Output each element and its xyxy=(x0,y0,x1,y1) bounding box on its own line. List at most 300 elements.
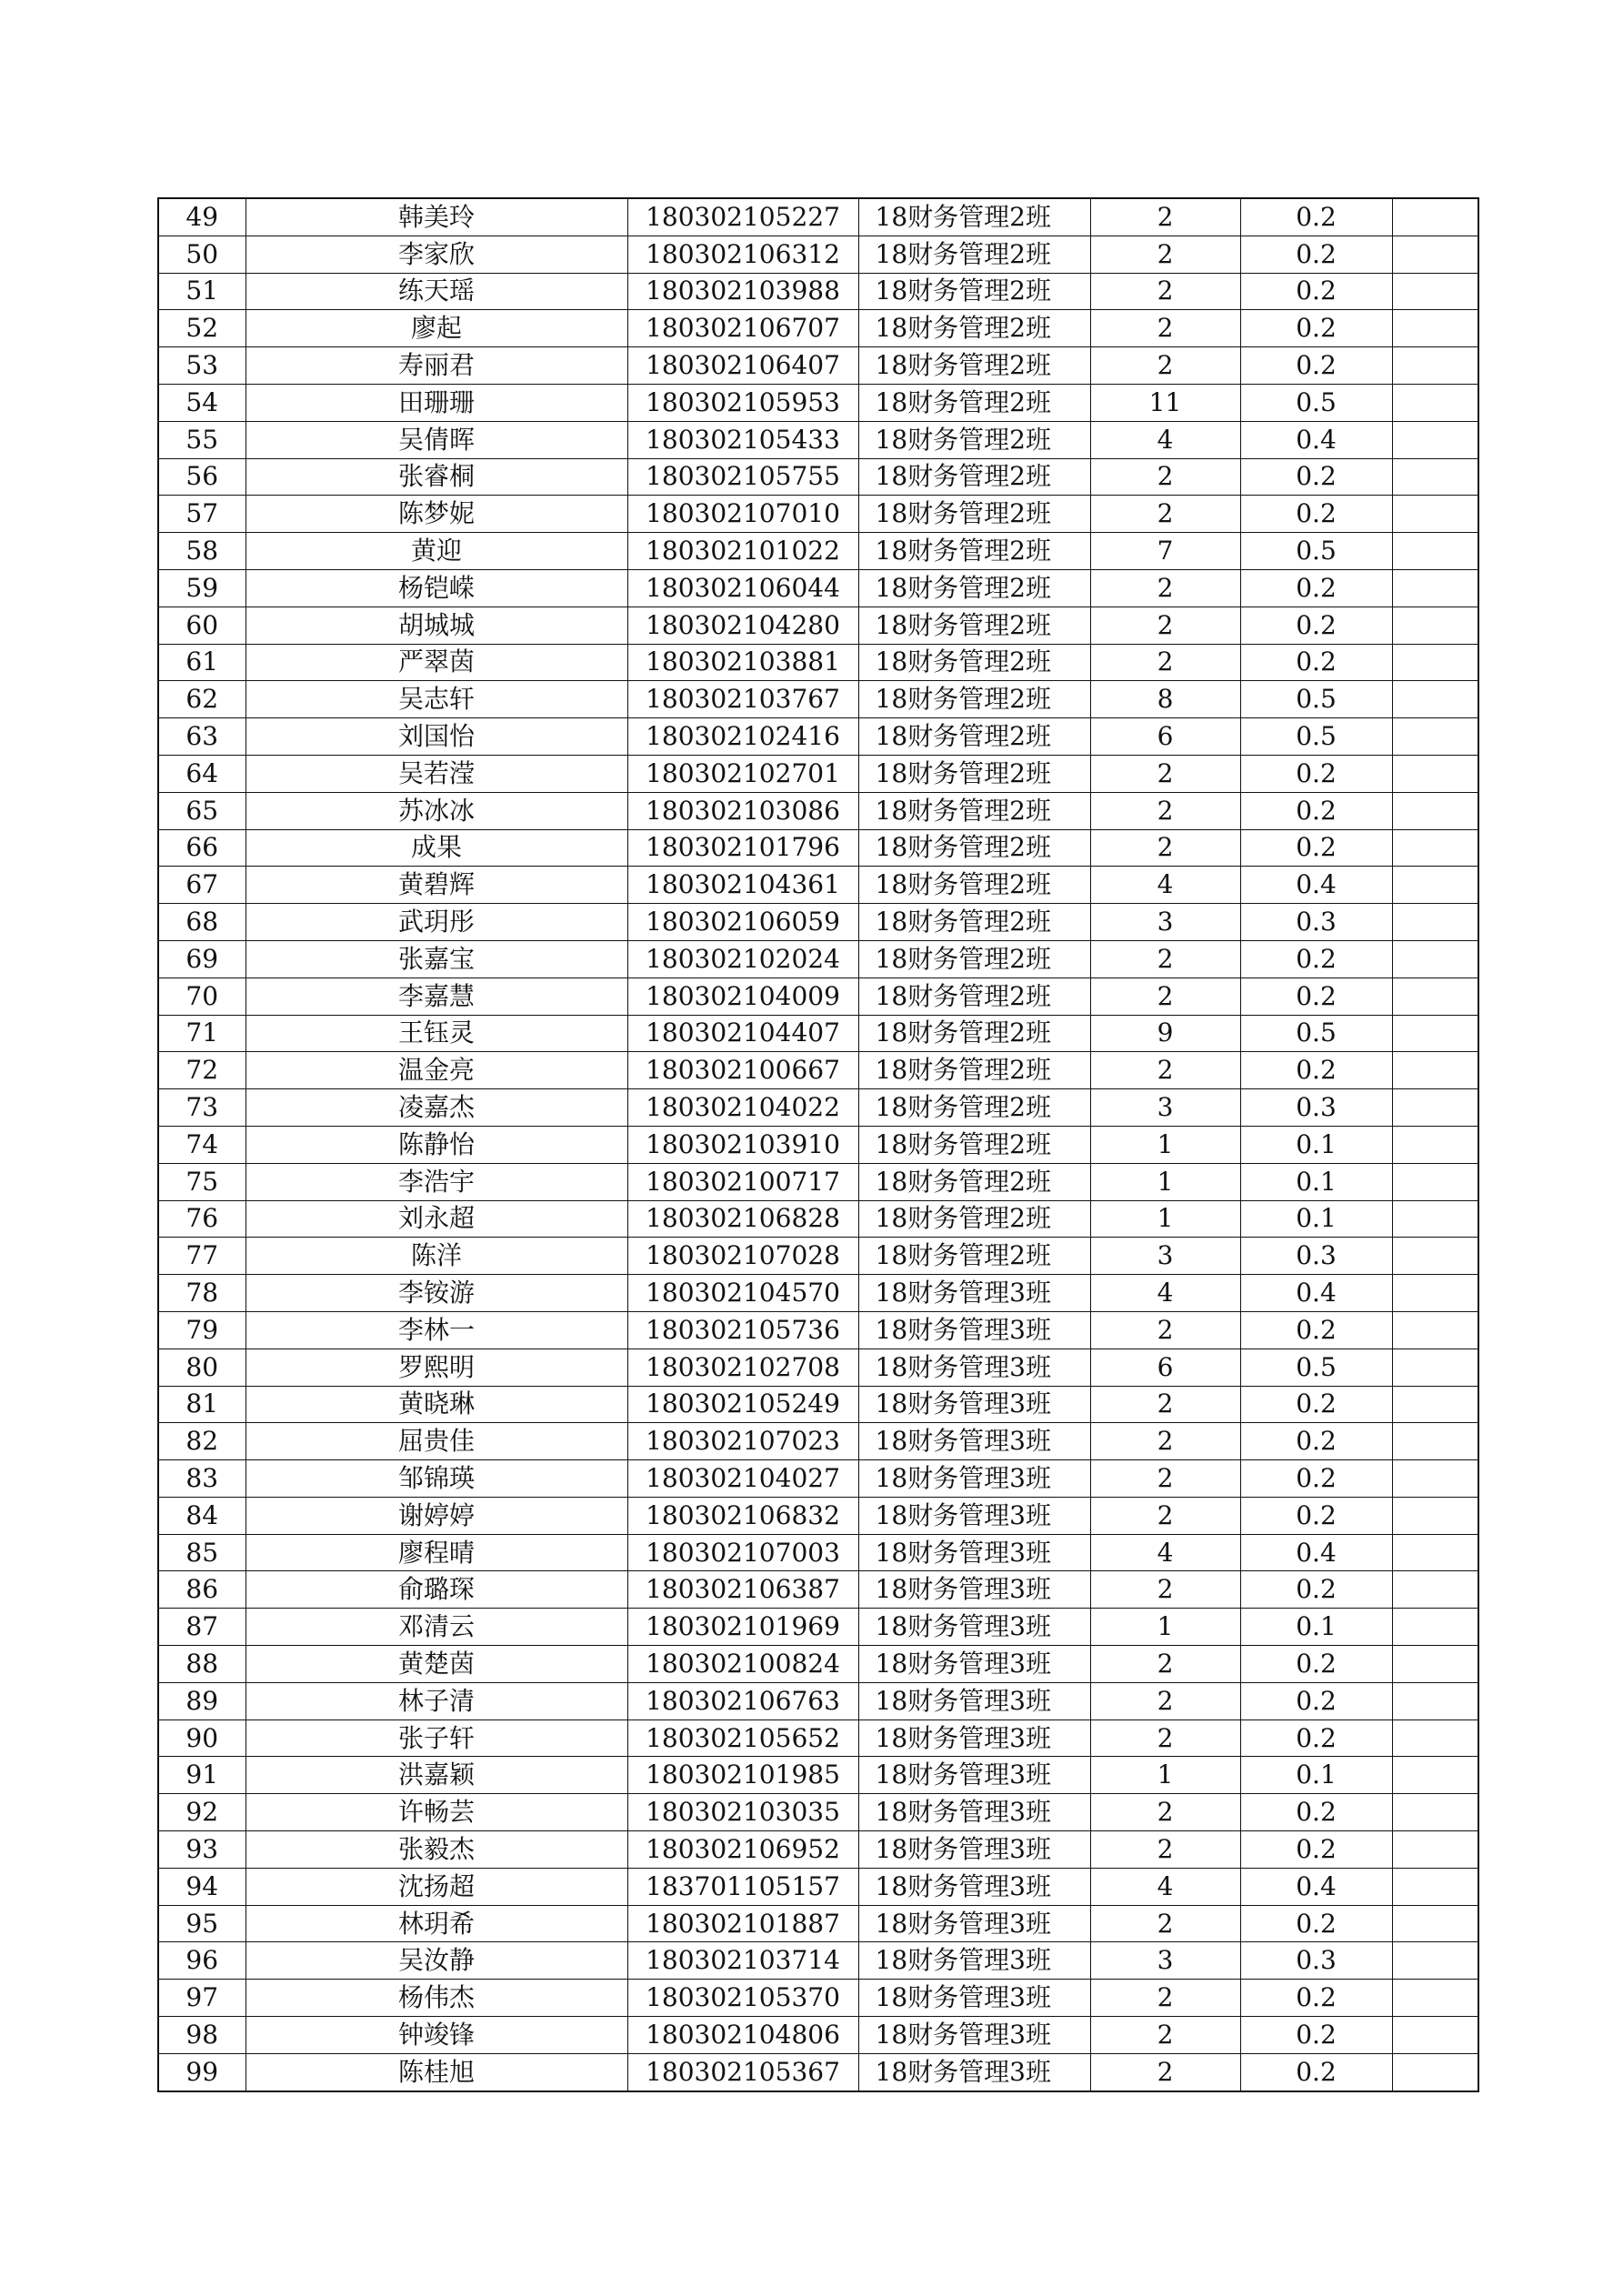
score-cell: 0.2 xyxy=(1240,198,1392,236)
student-id-cell: 180302101022 xyxy=(627,533,858,570)
seq-cell: 51 xyxy=(158,273,245,310)
class-cell: 18财务管理2班 xyxy=(858,607,1090,644)
student-id-cell: 180302103910 xyxy=(627,1126,858,1163)
name-cell: 胡城城 xyxy=(245,607,627,644)
score-cell: 0.2 xyxy=(1240,1980,1392,2017)
remark-cell xyxy=(1392,681,1478,718)
table-row xyxy=(158,496,1478,533)
class-cell: 18财务管理3班 xyxy=(858,1386,1090,1423)
score-cell: 0.4 xyxy=(1240,1275,1392,1312)
remark-cell xyxy=(1392,1311,1478,1349)
score-cell: 0.3 xyxy=(1240,904,1392,941)
name-cell: 张毅杰 xyxy=(245,1831,627,1869)
student-id-cell: 180302104806 xyxy=(627,2017,858,2054)
table-row xyxy=(158,792,1478,829)
student-id-cell: 180302106763 xyxy=(627,1682,858,1719)
count-cell: 2 xyxy=(1090,273,1240,310)
table-row xyxy=(158,421,1478,458)
seq-cell: 94 xyxy=(158,1868,245,1905)
score-cell: 0.2 xyxy=(1240,2053,1392,2090)
student-id-cell: 180302105370 xyxy=(627,1980,858,2017)
score-cell: 0.2 xyxy=(1240,978,1392,1015)
name-cell: 韩美玲 xyxy=(245,198,627,236)
score-cell: 0.1 xyxy=(1240,1163,1392,1200)
remark-cell xyxy=(1392,867,1478,904)
student-id-cell: 180302105953 xyxy=(627,384,858,421)
student-id-cell: 180302104570 xyxy=(627,1275,858,1312)
remark-cell xyxy=(1392,1757,1478,1794)
name-cell: 林玥希 xyxy=(245,1905,627,1942)
table-row xyxy=(158,1386,1478,1423)
remark-cell xyxy=(1392,1349,1478,1386)
count-cell: 2 xyxy=(1090,198,1240,236)
name-cell: 黄晓琳 xyxy=(245,1386,627,1423)
score-cell: 0.1 xyxy=(1240,1200,1392,1238)
class-cell: 18财务管理3班 xyxy=(858,1942,1090,1980)
score-cell: 0.2 xyxy=(1240,644,1392,681)
class-cell: 18财务管理2班 xyxy=(858,904,1090,941)
student-id-cell: 180302107010 xyxy=(627,496,858,533)
score-cell: 0.4 xyxy=(1240,421,1392,458)
count-cell: 2 xyxy=(1090,1646,1240,1683)
name-cell: 严翠茵 xyxy=(245,644,627,681)
table-row xyxy=(158,1423,1478,1460)
remark-cell xyxy=(1392,1609,1478,1646)
name-cell: 成果 xyxy=(245,829,627,867)
table-row xyxy=(158,1126,1478,1163)
name-cell: 陈梦妮 xyxy=(245,496,627,533)
table-row xyxy=(158,1571,1478,1609)
seq-cell: 86 xyxy=(158,1571,245,1609)
score-cell: 0.2 xyxy=(1240,236,1392,273)
table-row xyxy=(158,1609,1478,1646)
student-id-cell: 183701105157 xyxy=(627,1868,858,1905)
class-cell: 18财务管理2班 xyxy=(858,347,1090,385)
remark-cell xyxy=(1392,1275,1478,1312)
table-row xyxy=(158,1311,1478,1349)
seq-cell: 59 xyxy=(158,569,245,607)
student-id-cell: 180302103988 xyxy=(627,273,858,310)
seq-cell: 96 xyxy=(158,1942,245,1980)
class-cell: 18财务管理2班 xyxy=(858,1238,1090,1275)
seq-cell: 73 xyxy=(158,1089,245,1127)
remark-cell xyxy=(1392,347,1478,385)
student-id-cell: 180302102708 xyxy=(627,1349,858,1386)
remark-cell xyxy=(1392,273,1478,310)
seq-cell: 82 xyxy=(158,1423,245,1460)
name-cell: 黄迎 xyxy=(245,533,627,570)
count-cell: 2 xyxy=(1090,1052,1240,1089)
count-cell: 2 xyxy=(1090,1571,1240,1609)
seq-cell: 54 xyxy=(158,384,245,421)
class-cell: 18财务管理3班 xyxy=(858,1868,1090,1905)
count-cell: 2 xyxy=(1090,310,1240,347)
seq-cell: 58 xyxy=(158,533,245,570)
class-cell: 18财务管理2班 xyxy=(858,681,1090,718)
name-cell: 黄碧辉 xyxy=(245,867,627,904)
name-cell: 廖程晴 xyxy=(245,1534,627,1571)
count-cell: 2 xyxy=(1090,1794,1240,1831)
score-cell: 0.2 xyxy=(1240,607,1392,644)
seq-cell: 76 xyxy=(158,1200,245,1238)
seq-cell: 64 xyxy=(158,755,245,792)
count-cell: 2 xyxy=(1090,607,1240,644)
student-id-cell: 180302103714 xyxy=(627,1942,858,1980)
table-row xyxy=(158,904,1478,941)
count-cell: 2 xyxy=(1090,1497,1240,1534)
score-cell: 0.5 xyxy=(1240,718,1392,756)
score-cell: 0.2 xyxy=(1240,458,1392,496)
name-cell: 李铵游 xyxy=(245,1275,627,1312)
table-row xyxy=(158,384,1478,421)
seq-cell: 52 xyxy=(158,310,245,347)
name-cell: 李林一 xyxy=(245,1311,627,1349)
count-cell: 4 xyxy=(1090,867,1240,904)
score-cell: 0.1 xyxy=(1240,1757,1392,1794)
table-row xyxy=(158,1238,1478,1275)
count-cell: 1 xyxy=(1090,1757,1240,1794)
score-cell: 0.2 xyxy=(1240,1497,1392,1534)
class-cell: 18财务管理3班 xyxy=(858,1609,1090,1646)
count-cell: 2 xyxy=(1090,792,1240,829)
remark-cell xyxy=(1392,236,1478,273)
remark-cell xyxy=(1392,1719,1478,1757)
student-id-cell: 180302103881 xyxy=(627,644,858,681)
seq-cell: 63 xyxy=(158,718,245,756)
remark-cell xyxy=(1392,940,1478,978)
name-cell: 吴志轩 xyxy=(245,681,627,718)
remark-cell xyxy=(1392,1460,1478,1498)
class-cell: 18财务管理3班 xyxy=(858,1757,1090,1794)
remark-cell xyxy=(1392,1200,1478,1238)
seq-cell: 78 xyxy=(158,1275,245,1312)
seq-cell: 66 xyxy=(158,829,245,867)
name-cell: 许畅芸 xyxy=(245,1794,627,1831)
seq-cell: 91 xyxy=(158,1757,245,1794)
remark-cell xyxy=(1392,1163,1478,1200)
seq-cell: 75 xyxy=(158,1163,245,1200)
remark-cell xyxy=(1392,1534,1478,1571)
seq-cell: 68 xyxy=(158,904,245,941)
seq-cell: 69 xyxy=(158,940,245,978)
table-row xyxy=(158,1831,1478,1869)
remark-cell xyxy=(1392,1423,1478,1460)
seq-cell: 88 xyxy=(158,1646,245,1683)
table-row xyxy=(158,1646,1478,1683)
count-cell: 2 xyxy=(1090,347,1240,385)
seq-cell: 70 xyxy=(158,978,245,1015)
name-cell: 俞璐琛 xyxy=(245,1571,627,1609)
class-cell: 18财务管理2班 xyxy=(858,792,1090,829)
class-cell: 18财务管理3班 xyxy=(858,1905,1090,1942)
score-cell: 0.2 xyxy=(1240,310,1392,347)
seq-cell: 97 xyxy=(158,1980,245,2017)
student-id-cell: 180302100667 xyxy=(627,1052,858,1089)
count-cell: 6 xyxy=(1090,718,1240,756)
count-cell: 2 xyxy=(1090,1423,1240,1460)
name-cell: 吴汝静 xyxy=(245,1942,627,1980)
seq-cell: 50 xyxy=(158,236,245,273)
table-row xyxy=(158,310,1478,347)
seq-cell: 99 xyxy=(158,2053,245,2090)
class-cell: 18财务管理2班 xyxy=(858,718,1090,756)
student-id-cell: 180302106059 xyxy=(627,904,858,941)
name-cell: 李嘉慧 xyxy=(245,978,627,1015)
remark-cell xyxy=(1392,718,1478,756)
name-cell: 温金亮 xyxy=(245,1052,627,1089)
remark-cell xyxy=(1392,1015,1478,1052)
class-cell: 18财务管理3班 xyxy=(858,1682,1090,1719)
score-cell: 0.1 xyxy=(1240,1609,1392,1646)
table-row xyxy=(158,236,1478,273)
seq-cell: 67 xyxy=(158,867,245,904)
remark-cell xyxy=(1392,1980,1478,2017)
class-cell: 18财务管理2班 xyxy=(858,384,1090,421)
name-cell: 武玥彤 xyxy=(245,904,627,941)
table-row xyxy=(158,1349,1478,1386)
table-row xyxy=(158,829,1478,867)
seq-cell: 49 xyxy=(158,198,245,236)
seq-cell: 92 xyxy=(158,1794,245,1831)
student-id-cell: 180302106044 xyxy=(627,569,858,607)
name-cell: 张嘉宝 xyxy=(245,940,627,978)
student-id-cell: 180302106707 xyxy=(627,310,858,347)
student-id-cell: 180302106387 xyxy=(627,1571,858,1609)
student-id-cell: 180302106312 xyxy=(627,236,858,273)
score-cell: 0.3 xyxy=(1240,1942,1392,1980)
count-cell: 3 xyxy=(1090,904,1240,941)
name-cell: 杨铠嵘 xyxy=(245,569,627,607)
name-cell: 苏冰冰 xyxy=(245,792,627,829)
seq-cell: 89 xyxy=(158,1682,245,1719)
class-cell: 18财务管理2班 xyxy=(858,978,1090,1015)
class-cell: 18财务管理2班 xyxy=(858,1015,1090,1052)
table-row xyxy=(158,1460,1478,1498)
table-row xyxy=(158,978,1478,1015)
class-cell: 18财务管理3班 xyxy=(858,1497,1090,1534)
seq-cell: 53 xyxy=(158,347,245,385)
class-cell: 18财务管理3班 xyxy=(858,2053,1090,2090)
class-cell: 18财务管理3班 xyxy=(858,1311,1090,1349)
count-cell: 2 xyxy=(1090,1719,1240,1757)
count-cell: 2 xyxy=(1090,2053,1240,2090)
table-row xyxy=(158,1757,1478,1794)
table-row xyxy=(158,569,1478,607)
name-cell: 李家欣 xyxy=(245,236,627,273)
table-row xyxy=(158,718,1478,756)
score-cell: 0.2 xyxy=(1240,1386,1392,1423)
class-cell: 18财务管理2班 xyxy=(858,421,1090,458)
seq-cell: 87 xyxy=(158,1609,245,1646)
table-row xyxy=(158,1089,1478,1127)
student-id-cell: 180302105652 xyxy=(627,1719,858,1757)
count-cell: 1 xyxy=(1090,1126,1240,1163)
count-cell: 3 xyxy=(1090,1238,1240,1275)
table-row xyxy=(158,2053,1478,2090)
class-cell: 18财务管理2班 xyxy=(858,273,1090,310)
table-row xyxy=(158,1497,1478,1534)
score-cell: 0.2 xyxy=(1240,1423,1392,1460)
remark-cell xyxy=(1392,569,1478,607)
name-cell: 邓清云 xyxy=(245,1609,627,1646)
student-id-cell: 180302107023 xyxy=(627,1423,858,1460)
class-cell: 18财务管理2班 xyxy=(858,310,1090,347)
name-cell: 邹锦瑛 xyxy=(245,1460,627,1498)
score-cell: 0.2 xyxy=(1240,569,1392,607)
class-cell: 18财务管理2班 xyxy=(858,198,1090,236)
count-cell: 2 xyxy=(1090,458,1240,496)
student-id-cell: 180302103035 xyxy=(627,1794,858,1831)
count-cell: 2 xyxy=(1090,644,1240,681)
table-row xyxy=(158,1200,1478,1238)
table-row xyxy=(158,867,1478,904)
seq-cell: 60 xyxy=(158,607,245,644)
remark-cell xyxy=(1392,421,1478,458)
student-id-cell: 180302103767 xyxy=(627,681,858,718)
table-row xyxy=(158,1719,1478,1757)
count-cell: 4 xyxy=(1090,1868,1240,1905)
student-id-cell: 180302104361 xyxy=(627,867,858,904)
remark-cell xyxy=(1392,755,1478,792)
table-row xyxy=(158,1905,1478,1942)
table-row xyxy=(158,1942,1478,1980)
score-cell: 0.2 xyxy=(1240,755,1392,792)
name-cell: 谢婷婷 xyxy=(245,1497,627,1534)
table-row xyxy=(158,1275,1478,1312)
count-cell: 2 xyxy=(1090,569,1240,607)
score-cell: 0.2 xyxy=(1240,273,1392,310)
class-cell: 18财务管理2班 xyxy=(858,1200,1090,1238)
count-cell: 1 xyxy=(1090,1200,1240,1238)
count-cell: 1 xyxy=(1090,1609,1240,1646)
seq-cell: 95 xyxy=(158,1905,245,1942)
score-cell: 0.2 xyxy=(1240,1682,1392,1719)
seq-cell: 77 xyxy=(158,1238,245,1275)
class-cell: 18财务管理2班 xyxy=(858,1089,1090,1127)
score-cell: 0.2 xyxy=(1240,2017,1392,2054)
class-cell: 18财务管理2班 xyxy=(858,1163,1090,1200)
remark-cell xyxy=(1392,792,1478,829)
score-cell: 0.1 xyxy=(1240,1126,1392,1163)
remark-cell xyxy=(1392,1905,1478,1942)
name-cell: 林子清 xyxy=(245,1682,627,1719)
name-cell: 罗熙明 xyxy=(245,1349,627,1386)
class-cell: 18财务管理2班 xyxy=(858,236,1090,273)
score-cell: 0.2 xyxy=(1240,1311,1392,1349)
class-cell: 18财务管理2班 xyxy=(858,458,1090,496)
remark-cell xyxy=(1392,2017,1478,2054)
count-cell: 2 xyxy=(1090,1905,1240,1942)
seq-cell: 90 xyxy=(158,1719,245,1757)
student-id-cell: 180302100717 xyxy=(627,1163,858,1200)
score-cell: 0.2 xyxy=(1240,1646,1392,1683)
remark-cell xyxy=(1392,1646,1478,1683)
remark-cell xyxy=(1392,458,1478,496)
name-cell: 黄楚茵 xyxy=(245,1646,627,1683)
count-cell: 2 xyxy=(1090,496,1240,533)
class-cell: 18财务管理2班 xyxy=(858,829,1090,867)
count-cell: 2 xyxy=(1090,236,1240,273)
count-cell: 4 xyxy=(1090,1534,1240,1571)
table-row xyxy=(158,1163,1478,1200)
remark-cell xyxy=(1392,310,1478,347)
table-row xyxy=(158,1015,1478,1052)
remark-cell xyxy=(1392,644,1478,681)
student-id-cell: 180302104280 xyxy=(627,607,858,644)
student-id-cell: 180302106828 xyxy=(627,1200,858,1238)
score-cell: 0.2 xyxy=(1240,792,1392,829)
class-cell: 18财务管理3班 xyxy=(858,1980,1090,2017)
name-cell: 杨伟杰 xyxy=(245,1980,627,2017)
name-cell: 凌嘉杰 xyxy=(245,1089,627,1127)
seq-cell: 65 xyxy=(158,792,245,829)
student-id-cell: 180302102701 xyxy=(627,755,858,792)
seq-cell: 83 xyxy=(158,1460,245,1498)
table-row xyxy=(158,2017,1478,2054)
name-cell: 吴若滢 xyxy=(245,755,627,792)
student-id-cell: 180302104009 xyxy=(627,978,858,1015)
seq-cell: 62 xyxy=(158,681,245,718)
score-cell: 0.5 xyxy=(1240,681,1392,718)
seq-cell: 56 xyxy=(158,458,245,496)
count-cell: 2 xyxy=(1090,829,1240,867)
score-cell: 0.2 xyxy=(1240,1571,1392,1609)
name-cell: 王钰灵 xyxy=(245,1015,627,1052)
class-cell: 18财务管理3班 xyxy=(858,1646,1090,1683)
student-id-cell: 180302101887 xyxy=(627,1905,858,1942)
remark-cell xyxy=(1392,1571,1478,1609)
remark-cell xyxy=(1392,1682,1478,1719)
score-cell: 0.3 xyxy=(1240,1238,1392,1275)
remark-cell xyxy=(1392,978,1478,1015)
score-cell: 0.4 xyxy=(1240,1534,1392,1571)
seq-cell: 80 xyxy=(158,1349,245,1386)
remark-cell xyxy=(1392,1497,1478,1534)
count-cell: 2 xyxy=(1090,978,1240,1015)
class-cell: 18财务管理2班 xyxy=(858,1126,1090,1163)
table-row xyxy=(158,198,1478,236)
score-cell: 0.4 xyxy=(1240,867,1392,904)
table-row xyxy=(158,755,1478,792)
name-cell: 张子轩 xyxy=(245,1719,627,1757)
seq-cell: 57 xyxy=(158,496,245,533)
student-id-cell: 180302103086 xyxy=(627,792,858,829)
count-cell: 2 xyxy=(1090,1980,1240,2017)
remark-cell xyxy=(1392,1868,1478,1905)
remark-cell xyxy=(1392,1052,1478,1089)
count-cell: 2 xyxy=(1090,2017,1240,2054)
class-cell: 18财务管理2班 xyxy=(858,755,1090,792)
class-cell: 18财务管理3班 xyxy=(858,1831,1090,1869)
roster-body xyxy=(158,198,1478,2091)
remark-cell xyxy=(1392,1089,1478,1127)
student-id-cell: 180302104022 xyxy=(627,1089,858,1127)
seq-cell: 98 xyxy=(158,2017,245,2054)
class-cell: 18财务管理3班 xyxy=(858,1460,1090,1498)
count-cell: 2 xyxy=(1090,1386,1240,1423)
class-cell: 18财务管理3班 xyxy=(858,1794,1090,1831)
count-cell: 4 xyxy=(1090,1275,1240,1312)
name-cell: 屈贵佳 xyxy=(245,1423,627,1460)
class-cell: 18财务管理3班 xyxy=(858,1571,1090,1609)
class-cell: 18财务管理3班 xyxy=(858,1423,1090,1460)
name-cell: 廖起 xyxy=(245,310,627,347)
table-row xyxy=(158,533,1478,570)
table-row xyxy=(158,607,1478,644)
seq-cell: 84 xyxy=(158,1497,245,1534)
table-row xyxy=(158,1534,1478,1571)
seq-cell: 93 xyxy=(158,1831,245,1869)
